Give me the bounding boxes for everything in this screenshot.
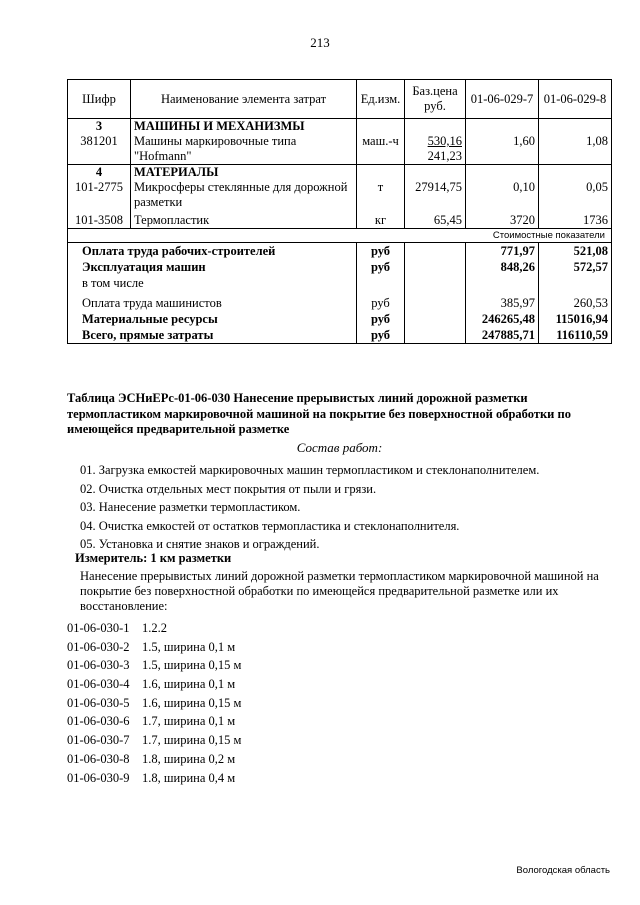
summary-value-2: 115016,94 — [539, 311, 612, 327]
list-item: 05. Установка и снятие знаков и ограждений. — [80, 537, 320, 551]
item-text: 1.5, ширина 0,15 м — [142, 658, 242, 673]
section-row — [68, 119, 612, 135]
list-item — [67, 619, 367, 638]
summary-value-2: 116110,59 — [539, 327, 612, 344]
list-item: 02. Очистка отдельных мест покрытия от пыли и грязи. — [80, 481, 377, 496]
table-row — [68, 180, 612, 210]
section-row — [68, 165, 612, 181]
list-item: 03. Нанесение разметки термопластиком. — [80, 500, 301, 514]
table-header-row — [68, 80, 612, 119]
summary-unit: руб — [357, 327, 405, 344]
summary-row — [68, 327, 612, 344]
row-price — [405, 134, 466, 165]
summary-unit: руб — [357, 291, 405, 311]
summary-value-1: 848,26 — [466, 259, 539, 275]
work-list — [80, 461, 610, 554]
summary-name: Оплата труда рабочих-строителей — [68, 243, 357, 260]
item-text: 1.5, ширина 0,1 м — [142, 639, 236, 654]
list-item: 04. Очистка емкостей от остатков термопластика и стеклонаполнителя. — [80, 518, 460, 533]
row-name: Машины маркировочные типа "Hofmann" — [131, 134, 357, 165]
item-code: 01-06-030-3 — [67, 658, 130, 673]
col-header-unit: Ед.изм. — [357, 80, 405, 119]
summary-row — [68, 311, 612, 327]
section-title: МАТЕРИАЛЫ — [131, 165, 357, 181]
row-code: 101-3508 — [68, 210, 131, 229]
row-code: 101-2775 — [68, 180, 131, 210]
summary-value-1: 246265,48 — [466, 311, 539, 327]
row-unit: т — [357, 180, 405, 210]
item-code: 01-06-030-1 — [67, 621, 130, 635]
item-code: 01-06-030-4 — [67, 677, 130, 692]
measure-unit: Измеритель: 1 км разметки — [75, 551, 232, 565]
row-name: Микросферы стеклянные для дорожной разметки — [131, 180, 357, 210]
section-title: МАШИНЫ И МЕХАНИЗМЫ — [131, 119, 357, 135]
row-value-1: 0,10 — [466, 180, 539, 210]
row-value-2: 1736 — [539, 210, 612, 229]
summary-name: Эксплуатация машин — [68, 259, 357, 275]
item-code: 01-06-030-7 — [67, 733, 130, 748]
summary-row — [68, 259, 612, 275]
col-header-v2: 01-06-029-8 — [539, 80, 612, 119]
col-header-name: Наименование элемента затрат — [131, 80, 357, 119]
summary-value-1: 247885,71 — [466, 327, 539, 344]
section-number: 3 — [68, 119, 131, 135]
code-list — [67, 619, 367, 787]
summary-row — [68, 275, 612, 291]
summary-name: Всего, прямые затраты — [68, 327, 357, 344]
summary-name: в том числе — [68, 275, 357, 291]
section-number: 4 — [68, 165, 131, 181]
summary-unit: руб — [357, 311, 405, 327]
cost-indicators-label: Стоимостные показатели — [68, 229, 612, 243]
description: Нанесение прерывистых линий дорожной разметки термопластиком маркировочной машиной на покрытие без поверхностной обработки по имеющейся предварительной разметке или их восстановление: — [80, 569, 599, 613]
item-code: 01-06-030-9 — [67, 770, 130, 785]
item-text: 1.7, ширина 0,15 м — [142, 733, 242, 748]
list-item — [67, 712, 367, 731]
list-item — [67, 675, 367, 694]
table-row — [68, 210, 612, 229]
col-header-code: Шифр — [68, 80, 131, 119]
cost-table — [67, 79, 612, 344]
row-price: 65,45 — [405, 210, 466, 229]
list-item — [67, 731, 367, 750]
col-header-v1: 01-06-029-7 — [466, 80, 539, 119]
row-price-primary: 530,16 — [427, 134, 462, 148]
row-name: Термопластик — [131, 210, 357, 229]
row-unit: кг — [357, 210, 405, 229]
list-item: 01. Загрузка емкостей маркировочных машин термопластиком и стеклонаполнителем. — [80, 463, 540, 477]
item-text: 1.8, ширина 0,2 м — [142, 751, 236, 766]
item-code: 01-06-030-6 — [67, 714, 130, 729]
row-price: 27914,75 — [405, 180, 466, 210]
list-item — [67, 638, 367, 657]
item-text: 1.6, ширина 0,15 м — [142, 695, 242, 710]
table-title: Таблица ЭСНиЕРс-01-06-030 Нанесение прерывистых линий дорожной разметки термопластиком маркировочной машиной на покрытие без поверхностной обработки по имеющейся предварительной разметке — [67, 391, 571, 436]
work-composition-heading: Состав работ: — [296, 440, 383, 455]
summary-name: Оплата труда машинистов — [68, 291, 357, 311]
summary-value-1: 771,97 — [466, 243, 539, 260]
summary-value-2: 521,08 — [539, 243, 612, 260]
item-text: 1.6, ширина 0,1 м — [142, 677, 236, 692]
item-code: 01-06-030-2 — [67, 639, 130, 654]
summary-value-2: 572,57 — [539, 259, 612, 275]
list-item — [67, 694, 367, 713]
summary-row — [68, 291, 612, 311]
row-code: 381201 — [68, 134, 131, 165]
item-code: 01-06-030-8 — [67, 751, 130, 766]
summary-unit: руб — [357, 259, 405, 275]
row-price-secondary: 241,23 — [427, 149, 462, 163]
summary-name: Материальные ресурсы — [68, 311, 357, 327]
list-item — [67, 656, 367, 675]
row-value-2: 1,08 — [539, 134, 612, 165]
summary-value-2: 260,53 — [539, 291, 612, 311]
row-value-1: 1,60 — [466, 134, 539, 165]
summary-unit: руб — [357, 243, 405, 260]
item-text: 1.2.2 — [142, 621, 167, 635]
table-row — [68, 134, 612, 165]
region-footer: Вологодская область — [516, 865, 610, 876]
list-item — [67, 750, 367, 769]
row-value-1: 3720 — [466, 210, 539, 229]
item-text: 1.7, ширина 0,1 м — [142, 714, 236, 729]
row-value-2: 0,05 — [539, 180, 612, 210]
summary-row — [68, 243, 612, 260]
item-text: 1.8, ширина 0,4 м — [142, 770, 236, 785]
summary-value-1: 385,97 — [466, 291, 539, 311]
list-item — [67, 769, 367, 788]
cost-indicators-row — [68, 229, 612, 243]
col-header-price: Баз.цена руб. — [405, 80, 466, 119]
row-unit: маш.-ч — [357, 134, 405, 165]
page-number: 213 — [310, 35, 330, 50]
item-code: 01-06-030-5 — [67, 695, 130, 710]
